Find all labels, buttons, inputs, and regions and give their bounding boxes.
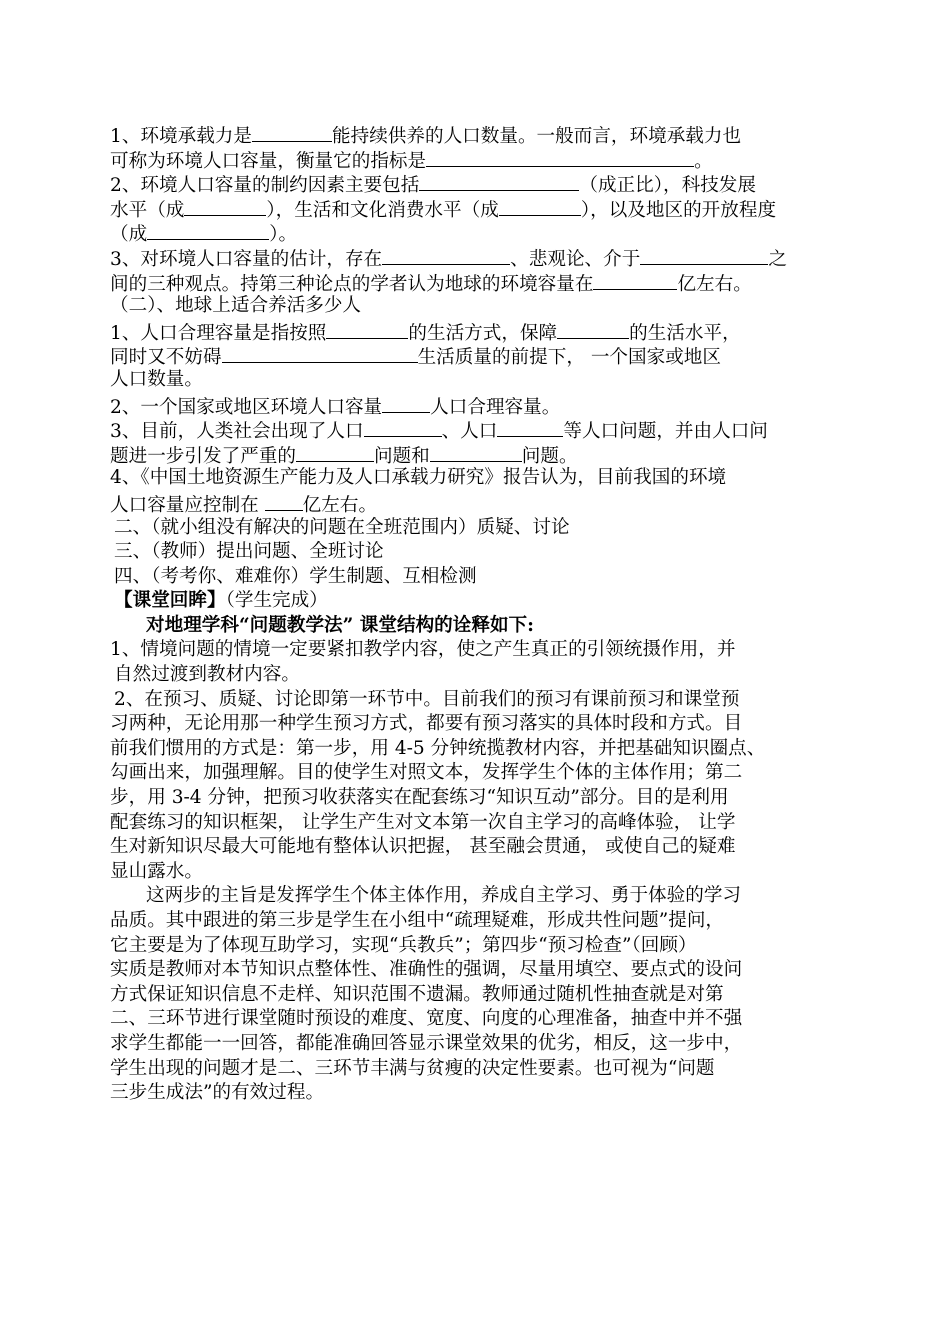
fill-in-blank[interactable]	[296, 442, 374, 462]
text-line	[110, 491, 845, 516]
fill-in-blank[interactable]	[593, 270, 677, 290]
text-segment: 人口合理容量。	[430, 396, 561, 418]
text-line	[110, 934, 845, 959]
text-segment: 问题和	[373, 445, 430, 467]
text-line	[110, 565, 845, 590]
fill-in-blank[interactable]	[364, 417, 442, 437]
fill-in-blank[interactable]	[382, 393, 430, 413]
fill-in-blank[interactable]	[222, 343, 418, 363]
text-segment: 人口容量应控制在	[110, 494, 265, 516]
text-segment: 显山露水。	[110, 860, 203, 882]
text-line	[110, 294, 845, 319]
text-segment: （成正比），科技发展	[579, 175, 756, 197]
text-segment: ）。	[269, 224, 298, 246]
text-segment: 之	[768, 248, 787, 270]
text-segment: ），以及地区的开放程度	[580, 199, 777, 221]
text-line	[110, 614, 845, 639]
text-line	[110, 171, 845, 196]
text-segment: 自然过渡到教材内容。	[114, 664, 300, 686]
text-segment: （学生完成）	[225, 590, 328, 612]
text-segment: 1、环境承载力是	[110, 126, 252, 147]
text-segment: 、悲观论、介于	[510, 248, 641, 270]
document-page	[110, 122, 845, 1106]
text-segment: 间的三种观点。持第三种论点的学者认为地球的环境容量在	[110, 273, 594, 295]
text-segment: 4、《中国土地资源生产能力及人口承载力研究》报告认为，目前我国的环境	[110, 467, 727, 489]
text-line	[110, 1057, 845, 1082]
text-segment: 习两种，无论用那一种学生预习方式，都要有预习落实的具体时段和方式。目	[110, 713, 743, 735]
text-segment: 3、目前，人类社会出现了人口	[110, 421, 364, 443]
text-segment: 同时又不妨碍	[110, 347, 222, 369]
text-segment: 配套练习的知识框架， 让学生产生对文本第一次自主学习的高峰体验， 让学	[110, 811, 736, 833]
text-line	[110, 860, 845, 885]
text-line	[110, 540, 845, 565]
text-segment: 能持续供养的人口数量。一般而言，环境承载力也	[332, 126, 742, 147]
text-line	[110, 811, 845, 836]
fill-in-blank[interactable]	[499, 196, 581, 216]
text-segment: 水平（成	[110, 199, 185, 221]
text-line	[110, 638, 845, 663]
fill-in-blank[interactable]	[557, 319, 629, 339]
text-segment: 题进一步引发了严重的	[110, 445, 296, 467]
fill-in-blank[interactable]	[497, 417, 563, 437]
text-segment: 2、在预习、质疑、讨论即第一环节中。目前我们的预习有课前预习和课堂预	[114, 688, 740, 710]
fill-in-blank[interactable]	[430, 442, 522, 462]
text-line	[110, 220, 845, 245]
text-segment: 可称为环境人口容量，衡量它的指标是	[110, 150, 427, 172]
text-segment: 生对新知识尽最大可能地有整体认识把握， 甚至融会贯通， 或使自己的疑难	[110, 836, 736, 858]
text-line	[110, 958, 845, 983]
text-segment: （成	[110, 224, 148, 246]
text-segment: 前我们惯用的方式是：第一步，用 4-5 分钟统揽教材内容，并把基础知识圈点、	[110, 737, 766, 759]
fill-in-blank[interactable]	[184, 196, 266, 216]
text-segment: 二、三环节进行课堂随时预设的难度、宽度、向度的心理准备，抽查中并不强	[110, 1008, 743, 1030]
text-segment: 1、人口合理容量是指按照	[110, 322, 327, 344]
text-segment: ），生活和文化消费水平（成	[266, 199, 499, 221]
text-line	[110, 270, 845, 295]
text-line	[110, 1032, 845, 1057]
text-segment: 三、（教师）提出问题、全班讨论	[114, 541, 384, 563]
text-segment: 勾画出来，加强理解。目的使学生对照文本，发挥学生个体的主体作用；第二	[110, 762, 743, 784]
text-segment: 3、对环境人口容量的估计，存在	[110, 248, 383, 270]
text-segment: 。	[694, 150, 713, 172]
text-line	[110, 343, 845, 368]
text-segment: 人口数量。	[110, 368, 203, 390]
text-line	[110, 1007, 845, 1032]
text-segment: 求学生都能一一回答，都能准确回答显示课堂效果的优劣，相反，这一步中，	[110, 1032, 743, 1054]
text-line	[110, 393, 845, 418]
fill-in-blank[interactable]	[426, 147, 694, 167]
text-line	[110, 516, 845, 541]
fill-in-blank[interactable]	[419, 171, 579, 191]
text-segment: 这两步的主旨是发挥学生个体主体作用，养成自主学习、勇于体验的学习	[146, 885, 742, 907]
text-line	[110, 368, 845, 393]
fill-in-blank[interactable]	[326, 319, 408, 339]
text-line	[110, 663, 845, 688]
text-segment: 的生活水平，	[629, 322, 741, 344]
text-segment: （二）、地球上适合养活多少人	[110, 295, 362, 317]
text-line	[110, 909, 845, 934]
text-line	[110, 319, 845, 344]
text-segment: 三步生成法”的有效过程。	[110, 1082, 325, 1104]
text-line	[110, 122, 845, 147]
text-line	[110, 589, 845, 614]
text-line	[110, 442, 845, 467]
fill-in-blank[interactable]	[252, 122, 332, 142]
text-line	[110, 245, 845, 270]
text-segment: 对地理学科“问题教学法” 课堂结构的诠释如下:	[146, 614, 535, 636]
text-segment: 它主要是为了体现互助学习，实现“兵教兵”；第四步“预习检查”（回顾）	[110, 934, 697, 956]
text-segment: 亿左右。	[677, 273, 752, 295]
text-segment: 学生出现的问题才是二、三环节丰满与贫瘦的决定性要素。也可视为“问题	[110, 1057, 715, 1079]
text-line	[110, 688, 845, 713]
text-line	[110, 147, 845, 172]
fill-in-blank[interactable]	[382, 245, 510, 265]
text-segment: 步，用 3-4 分钟，把预习收获落实在配套练习“知识互动”部分。目的是利用	[110, 787, 729, 809]
text-segment: 品质。其中跟进的第三步是学生在小组中“疏理疑难，形成共性问题”提问，	[110, 910, 725, 931]
text-segment: 生活质量的前提下， 一个国家或地区	[417, 347, 721, 369]
text-line	[110, 417, 845, 442]
text-line	[110, 786, 845, 811]
text-line	[110, 884, 845, 909]
text-line	[110, 983, 845, 1008]
text-line	[110, 761, 845, 786]
text-segment: 实质是教师对本节知识点整体性、准确性的强调，尽量用填空、要点式的设问	[110, 959, 743, 981]
text-segment: 2、环境人口容量的制约因素主要包括	[110, 175, 420, 197]
fill-in-blank[interactable]	[640, 245, 768, 265]
fill-in-blank[interactable]	[147, 220, 269, 240]
text-segment: 亿左右。	[302, 494, 378, 516]
text-line	[110, 466, 845, 491]
fill-in-blank[interactable]	[265, 491, 303, 511]
text-segment: 2、一个国家或地区环境人口容量	[110, 396, 383, 418]
text-segment: 等人口问题，并由人口问	[563, 421, 768, 443]
text-segment: 四、（考考你、难难你）学生制题、互相检测	[114, 565, 477, 587]
text-line	[110, 737, 845, 762]
text-line	[110, 1081, 845, 1106]
text-segment: 问题。	[521, 445, 578, 467]
text-segment: 二、（就小组没有解决的问题在全班范围内）质疑、讨论	[114, 516, 570, 538]
text-segment: 1、情境问题的情境一定要紧扣教学内容，使之产生真正的引领统摄作用，并	[110, 639, 736, 661]
text-segment: 、人口	[441, 421, 498, 443]
text-line	[110, 835, 845, 860]
text-segment: 的生活方式，保障	[408, 322, 558, 344]
text-segment: 【课堂回眸】	[114, 590, 226, 612]
text-line	[110, 712, 845, 737]
text-line	[110, 196, 845, 221]
text-segment: 方式保证知识信息不走样、知识范围不遗漏。教师通过随机性抽查就是对第	[110, 983, 724, 1005]
